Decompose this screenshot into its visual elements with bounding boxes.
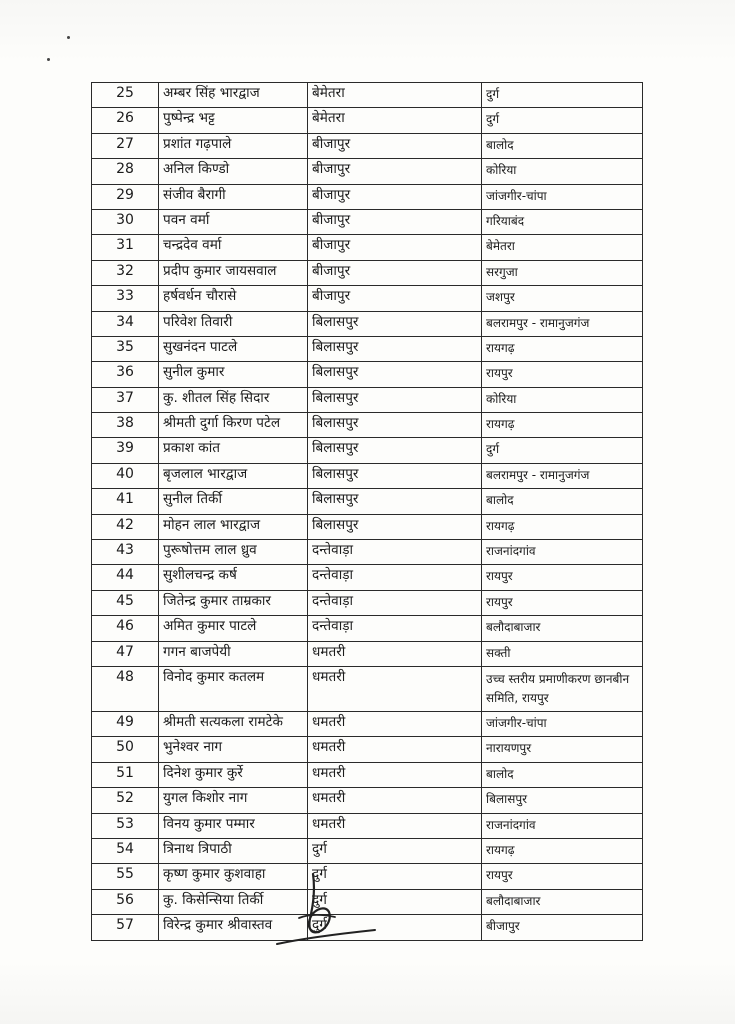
current-posting-cell: बेमेतरा	[308, 108, 482, 133]
officer-name-cell: युगल किशोर नाग	[159, 788, 308, 813]
serial-number-cell: 26	[92, 108, 159, 133]
new-posting-cell: दुर्ग	[482, 108, 643, 133]
table-row	[92, 184, 643, 209]
officer-name-cell: विनय कुमार पम्मार	[159, 813, 308, 838]
officer-name-cell: अनिल किण्डो	[159, 159, 308, 184]
officer-name-cell: कु. शीतल सिंह सिदार	[159, 387, 308, 412]
serial-number-cell: 28	[92, 159, 159, 184]
current-posting-cell: धमतरी	[308, 813, 482, 838]
officer-name-cell: पवन वर्मा	[159, 209, 308, 234]
table-row	[92, 133, 643, 158]
current-posting-cell: धमतरी	[308, 762, 482, 787]
officer-name-cell: भुनेश्वर नाग	[159, 737, 308, 762]
officer-name-cell: कृष्ण कुमार कुशवाहा	[159, 864, 308, 889]
officer-name-cell: हर्षवर्धन चौरासे	[159, 286, 308, 311]
serial-number-cell: 39	[92, 438, 159, 463]
table-row	[92, 108, 643, 133]
table-row	[92, 788, 643, 813]
table-row	[92, 336, 643, 361]
serial-number-cell: 41	[92, 489, 159, 514]
current-posting-cell: बिलासपुर	[308, 311, 482, 336]
current-posting-cell: बीजापुर	[308, 235, 482, 260]
officer-name-cell: अमित कुमार पाटले	[159, 616, 308, 641]
table-row	[92, 711, 643, 736]
serial-number-cell: 35	[92, 336, 159, 361]
serial-number-cell: 30	[92, 209, 159, 234]
officer-name-cell: अम्बर सिंह भारद्वाज	[159, 83, 308, 108]
officer-name-cell: कु. किसेन्सिया तिर्की	[159, 889, 308, 914]
current-posting-cell: दन्तेवाड़ा	[308, 590, 482, 615]
table-row	[92, 616, 643, 641]
current-posting-cell: बीजापुर	[308, 159, 482, 184]
serial-number-cell: 42	[92, 514, 159, 539]
transfer-table	[91, 82, 643, 941]
new-posting-cell: बालोद	[482, 133, 643, 158]
table-row	[92, 590, 643, 615]
officer-name-cell: मोहन लाल भारद्वाज	[159, 514, 308, 539]
current-posting-cell: बिलासपुर	[308, 463, 482, 488]
scan-speck	[67, 36, 70, 39]
new-posting-cell: जांजगीर-चांपा	[482, 711, 643, 736]
current-posting-cell: बिलासपुर	[308, 336, 482, 361]
serial-number-cell: 56	[92, 889, 159, 914]
new-posting-cell: रायपुर	[482, 565, 643, 590]
table-row	[92, 489, 643, 514]
serial-number-cell: 32	[92, 260, 159, 285]
serial-number-cell: 43	[92, 540, 159, 565]
new-posting-cell: सक्ती	[482, 641, 643, 666]
officer-name-cell: सुनील तिर्की	[159, 489, 308, 514]
current-posting-cell: धमतरी	[308, 711, 482, 736]
new-posting-cell: बलरामपुर - रामानुजगंज	[482, 463, 643, 488]
new-posting-cell: गरियाबंद	[482, 209, 643, 234]
new-posting-cell: रायगढ़	[482, 336, 643, 361]
new-posting-cell: कोरिया	[482, 159, 643, 184]
new-posting-cell: रायगढ़	[482, 838, 643, 863]
new-posting-cell: रायगढ़	[482, 413, 643, 438]
new-posting-cell: रायपुर	[482, 590, 643, 615]
signature-image	[275, 870, 385, 950]
serial-number-cell: 45	[92, 590, 159, 615]
officer-name-cell: बृजलाल भारद्वाज	[159, 463, 308, 488]
new-posting-cell: सरगुजा	[482, 260, 643, 285]
officer-name-cell: सुखनंदन पाटले	[159, 336, 308, 361]
new-posting-cell: दुर्ग	[482, 83, 643, 108]
current-posting-cell: दन्तेवाड़ा	[308, 616, 482, 641]
table-row	[92, 514, 643, 539]
serial-number-cell: 54	[92, 838, 159, 863]
serial-number-cell: 57	[92, 915, 159, 940]
new-posting-cell: बीजापुर	[482, 915, 643, 940]
current-posting-cell: बीजापुर	[308, 260, 482, 285]
current-posting-cell: बीजापुर	[308, 286, 482, 311]
officer-name-cell: गगन बाजपेयी	[159, 641, 308, 666]
officer-name-cell: जितेन्द्र कुमार ताम्रकार	[159, 590, 308, 615]
serial-number-cell: 27	[92, 133, 159, 158]
current-posting-cell: धमतरी	[308, 641, 482, 666]
serial-number-cell: 44	[92, 565, 159, 590]
new-posting-cell: रायपुर	[482, 362, 643, 387]
serial-number-cell: 25	[92, 83, 159, 108]
current-posting-cell: धमतरी	[308, 666, 482, 711]
officer-name-cell: परिवेश तिवारी	[159, 311, 308, 336]
new-posting-cell: जांजगीर-चांपा	[482, 184, 643, 209]
serial-number-cell: 53	[92, 813, 159, 838]
current-posting-cell: बिलासपुर	[308, 489, 482, 514]
new-posting-cell: राजनांदगांव	[482, 540, 643, 565]
table-row	[92, 838, 643, 863]
current-posting-cell: बीजापुर	[308, 209, 482, 234]
new-posting-cell: उच्च स्तरीय प्रमाणीकरण छानबीन समिति, रायपुर	[482, 666, 643, 711]
table-row	[92, 641, 643, 666]
serial-number-cell: 50	[92, 737, 159, 762]
table-row	[92, 413, 643, 438]
serial-number-cell: 52	[92, 788, 159, 813]
current-posting-cell: दुर्ग	[308, 864, 482, 889]
officer-name-cell: दिनेश कुमार कुर्रे	[159, 762, 308, 787]
officer-name-cell: प्रशांत गढ़पाले	[159, 133, 308, 158]
current-posting-cell: दन्तेवाड़ा	[308, 540, 482, 565]
officer-name-cell: विरेन्द्र कुमार श्रीवास्तव	[159, 915, 308, 940]
serial-number-cell: 33	[92, 286, 159, 311]
current-posting-cell: दुर्ग	[308, 889, 482, 914]
new-posting-cell: बिलासपुर	[482, 788, 643, 813]
transfer-table-body	[92, 83, 643, 941]
table-row	[92, 286, 643, 311]
officer-name-cell: पुष्पेन्द्र भट्ट	[159, 108, 308, 133]
officer-name-cell: श्रीमती दुर्गा किरण पटेल	[159, 413, 308, 438]
serial-number-cell: 37	[92, 387, 159, 412]
table-row	[92, 666, 643, 711]
table-row	[92, 159, 643, 184]
new-posting-cell: बालोद	[482, 762, 643, 787]
serial-number-cell: 40	[92, 463, 159, 488]
serial-number-cell: 31	[92, 235, 159, 260]
table-row	[92, 438, 643, 463]
current-posting-cell: बिलासपुर	[308, 438, 482, 463]
officer-name-cell: सुशीलचन्द्र कर्ष	[159, 565, 308, 590]
table-row	[92, 463, 643, 488]
new-posting-cell: बलौदाबाजार	[482, 889, 643, 914]
serial-number-cell: 55	[92, 864, 159, 889]
current-posting-cell: दन्तेवाड़ा	[308, 565, 482, 590]
serial-number-cell: 46	[92, 616, 159, 641]
new-posting-cell: बलौदाबाजार	[482, 616, 643, 641]
table-row	[92, 762, 643, 787]
new-posting-cell: बलरामपुर - रामानुजगंज	[482, 311, 643, 336]
table-row	[92, 209, 643, 234]
serial-number-cell: 48	[92, 666, 159, 711]
table-row	[92, 813, 643, 838]
current-posting-cell: बीजापुर	[308, 133, 482, 158]
serial-number-cell: 51	[92, 762, 159, 787]
officer-name-cell: संजीव बैरागी	[159, 184, 308, 209]
current-posting-cell: बिलासपुर	[308, 387, 482, 412]
serial-number-cell: 49	[92, 711, 159, 736]
new-posting-cell: नारायणपुर	[482, 737, 643, 762]
officer-name-cell: पुरूषोत्तम लाल ध्रुव	[159, 540, 308, 565]
officer-name-cell: विनोद कुमार कतलम	[159, 666, 308, 711]
table-row	[92, 362, 643, 387]
table-row	[92, 387, 643, 412]
new-posting-cell: बेमेतरा	[482, 235, 643, 260]
current-posting-cell: धमतरी	[308, 788, 482, 813]
current-posting-cell: बिलासपुर	[308, 514, 482, 539]
scan-speck	[47, 58, 50, 61]
table-row	[92, 540, 643, 565]
current-posting-cell: बीजापुर	[308, 184, 482, 209]
current-posting-cell: धमतरी	[308, 737, 482, 762]
table-row	[92, 83, 643, 108]
new-posting-cell: दुर्ग	[482, 438, 643, 463]
table-row	[92, 565, 643, 590]
officer-name-cell: त्रिनाथ त्रिपाठी	[159, 838, 308, 863]
officer-name-cell: प्रकाश कांत	[159, 438, 308, 463]
new-posting-cell: बालोद	[482, 489, 643, 514]
table-row	[92, 737, 643, 762]
officer-name-cell: श्रीमती सत्यकला रामटेके	[159, 711, 308, 736]
new-posting-cell: जशपुर	[482, 286, 643, 311]
officer-name-cell: सुनील कुमार	[159, 362, 308, 387]
serial-number-cell: 47	[92, 641, 159, 666]
new-posting-cell: रायपुर	[482, 864, 643, 889]
officer-name-cell: चन्द्रदेव वर्मा	[159, 235, 308, 260]
table-row	[92, 235, 643, 260]
serial-number-cell: 34	[92, 311, 159, 336]
new-posting-cell: रायगढ़	[482, 514, 643, 539]
new-posting-cell: कोरिया	[482, 387, 643, 412]
serial-number-cell: 36	[92, 362, 159, 387]
officer-name-cell: प्रदीप कुमार जायसवाल	[159, 260, 308, 285]
table-row	[92, 311, 643, 336]
current-posting-cell: बिलासपुर	[308, 413, 482, 438]
current-posting-cell: बेमेतरा	[308, 83, 482, 108]
current-posting-cell: दुर्ग	[308, 838, 482, 863]
current-posting-cell: बिलासपुर	[308, 362, 482, 387]
current-posting-cell: दुर्ग	[308, 915, 482, 940]
table-row	[92, 260, 643, 285]
new-posting-cell: राजनांदगांव	[482, 813, 643, 838]
serial-number-cell: 29	[92, 184, 159, 209]
serial-number-cell: 38	[92, 413, 159, 438]
